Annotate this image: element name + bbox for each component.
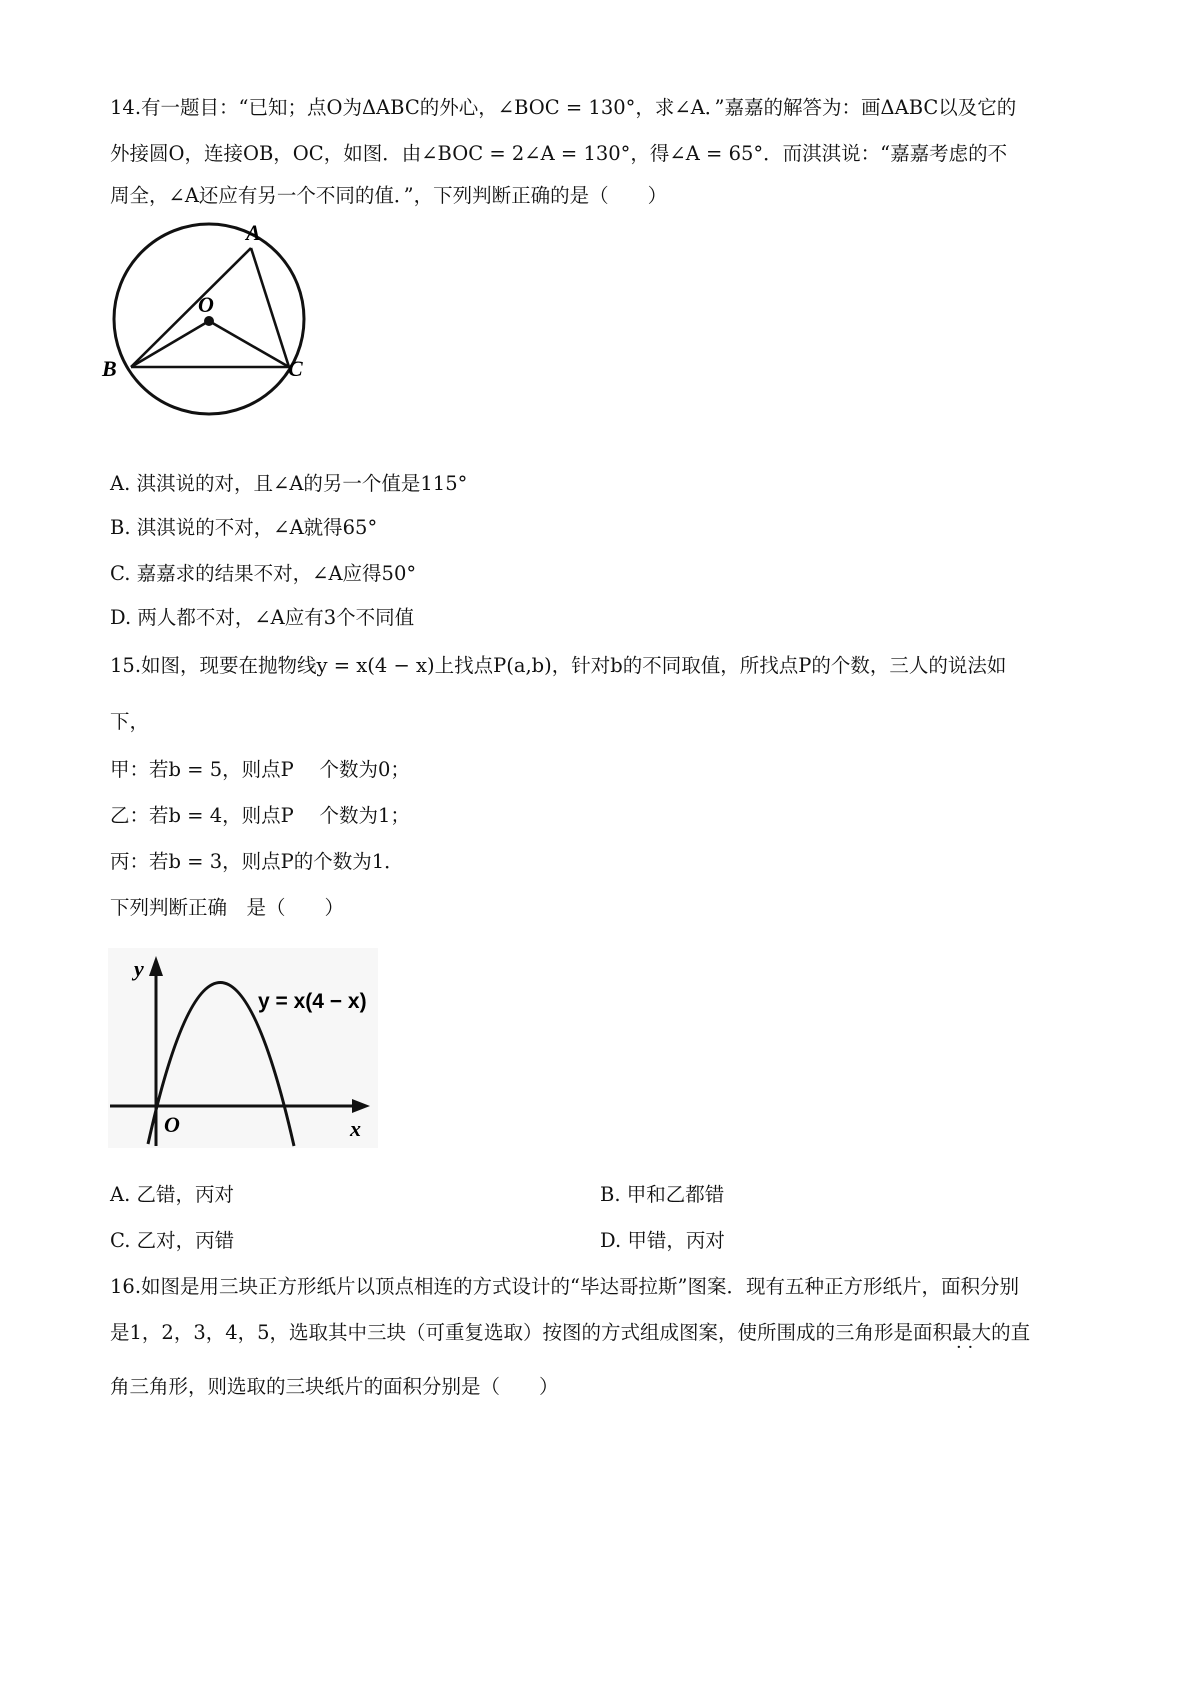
label-b: B xyxy=(102,356,117,381)
q16-emphasis-largest: 最大 · · xyxy=(952,1321,991,1344)
q14-option-d: D. 两人都不对，∠A应有3个不同值 xyxy=(110,606,415,629)
q14-line-3: 周全，∠A还应有另一个不同的值．”，下列判断正确的是（ ） xyxy=(110,184,668,207)
label-y: y xyxy=(134,956,144,981)
q15-line-3: 甲：若b = 5，则点P 个数为0； xyxy=(110,758,410,781)
center-point xyxy=(204,316,214,326)
q15-line-5: 丙：若b = 3，则点P的个数为1． xyxy=(110,850,404,873)
label-a: A xyxy=(246,222,261,245)
q15-line-6: 下列判断正确 是（ ） xyxy=(110,896,345,919)
q16-line-2-part-c: 的直 xyxy=(991,1321,1031,1344)
label-o: O xyxy=(164,1112,180,1137)
label-c: C xyxy=(288,356,303,381)
segment-ab xyxy=(131,248,251,367)
q16-line-2-part-a: 是1，2，3，4，5，选取其中三块（可重复选取）按图的方式组成图案，使所围成的三角形是面积 xyxy=(110,1321,953,1344)
q15-option-c: C. 乙对，丙错 xyxy=(110,1229,235,1252)
q15-line-1: 15.如图，现要在抛物线y = x(4 − x)上找点P(a,b)，针对b的不同取值，所找点P的个数，三人的说法如 xyxy=(110,654,1007,677)
curve-label: y = x(4 − x) xyxy=(258,990,367,1013)
q14-line-2: 外接圆O，连接OB，OC，如图．由∠BOC = 2∠A = 130°，得∠A = 65°．而淇淇说：“嘉嘉考虑的不 xyxy=(110,142,1008,165)
q15-option-b: B. 甲和乙都错 xyxy=(600,1183,725,1206)
q14-option-c: C. 嘉嘉求的结果不对，∠A应得50° xyxy=(110,562,417,585)
q14-line-1: 14.有一题目：“已知；点O为ΔABC的外心，∠BOC = 130°，求∠A．”嘉嘉的解答为：画ΔABC以及它的 xyxy=(110,96,1017,119)
q14-circle-figure xyxy=(100,222,330,422)
q14-option-a: A. 淇淇说的对，且∠A的另一个值是115° xyxy=(110,472,468,495)
label-o: O xyxy=(198,292,214,317)
q15-option-d: D. 甲错，丙对 xyxy=(600,1229,725,1252)
label-x: x xyxy=(350,1116,361,1141)
q16-line-2 xyxy=(110,1323,1030,1343)
q16-line-3: 角三角形，则选取的三块纸片的面积分别是（ ） xyxy=(110,1375,559,1398)
q15-option-a: A. 乙错，丙对 xyxy=(110,1183,234,1206)
q15-line-2: 下， xyxy=(110,710,150,733)
q16-line-1: 16.如图是用三块正方形纸片以顶点相连的方式设计的“毕达哥拉斯”图案．现有五种正方形纸片，面积分别 xyxy=(110,1275,1019,1298)
q15-line-4: 乙：若b = 4，则点P 个数为1； xyxy=(110,804,410,827)
q14-option-b: B. 淇淇说的不对，∠A就得65° xyxy=(110,516,378,539)
q15-parabola-figure xyxy=(108,948,378,1148)
